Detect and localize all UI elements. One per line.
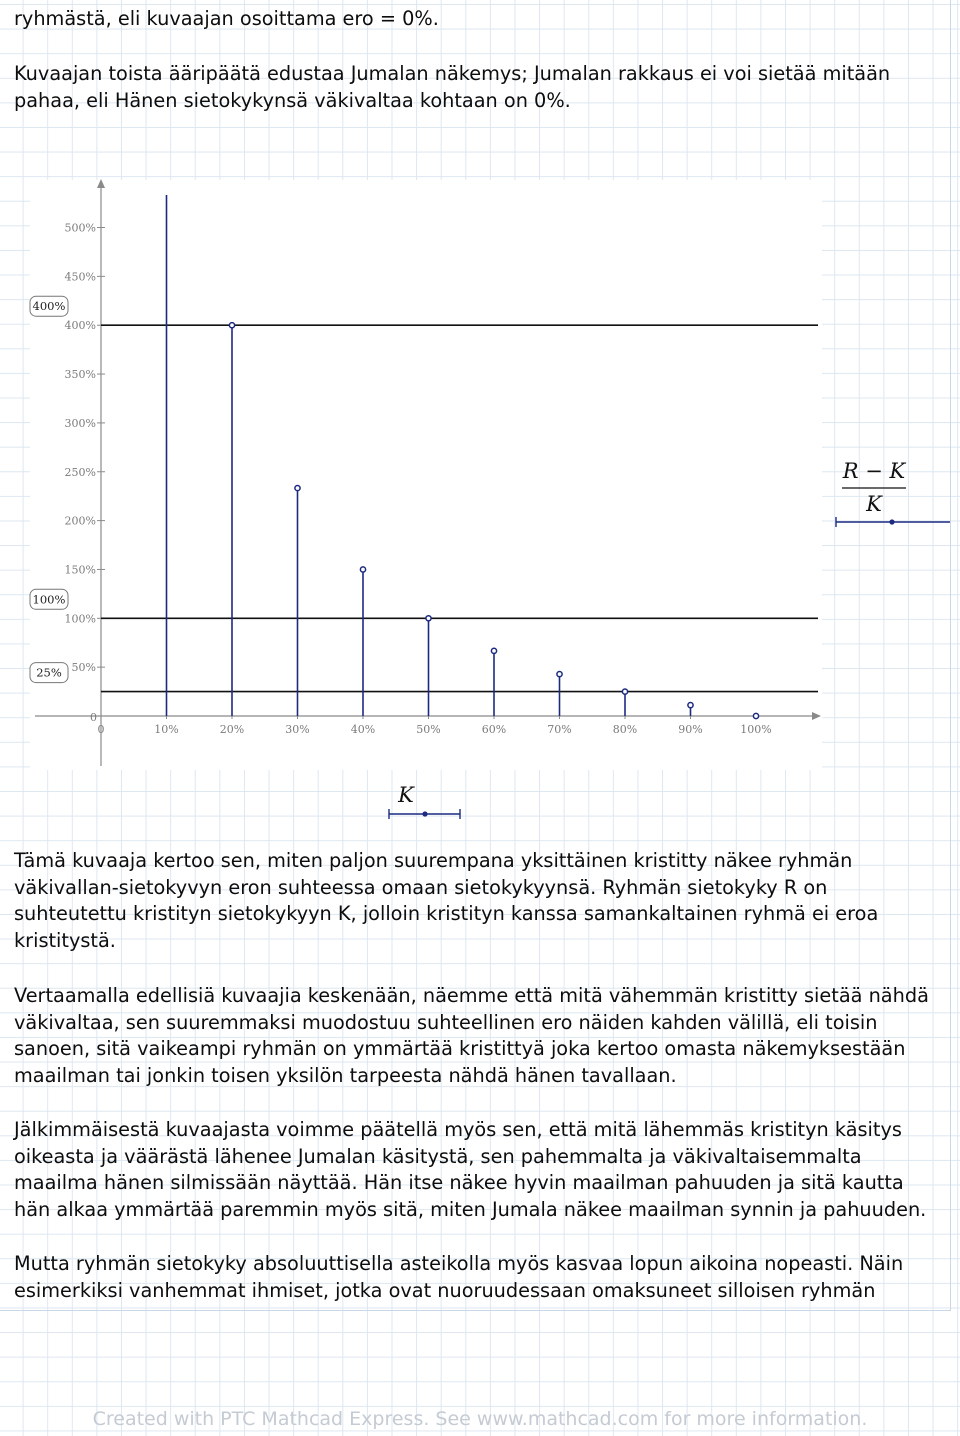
x-tick-label: 50% — [416, 723, 441, 736]
data-point — [229, 323, 234, 328]
y-axis-label-numerator: R − K — [842, 459, 906, 483]
x-tick-label: 20% — [219, 723, 245, 736]
paragraph-end-times: Mutta ryhmän sietokyky absoluuttisella asteikolla myös kasvaa lopun aikoina nopeasti. Näin esimerkiksi vanhemmat ihmiset, jotka ovat nuoruudessaan omaksuneet silloisen ryhmän — [14, 1252, 904, 1302]
x-tick-label: 40% — [350, 723, 376, 736]
y-axis-label-denominator: K — [866, 492, 882, 516]
y-tick-label: 0 — [90, 711, 97, 724]
marker-tag-label: 25% — [36, 665, 62, 680]
mathcad-footer: Created with PTC Mathcad Express. See www.mathcad.com for more information. — [92, 1408, 868, 1430]
y-tick-label: 450% — [64, 270, 96, 284]
x-tick-label: 60% — [481, 723, 507, 736]
data-point — [426, 616, 431, 621]
y-tick-label: 250% — [64, 465, 96, 479]
y-tick-label: 200% — [64, 514, 96, 528]
x-tick-label: 100% — [740, 723, 772, 736]
marker-tag-label: 100% — [32, 592, 66, 607]
paragraph-conclusion: Jälkimmäisestä kuvaajasta voimme päätellä myös sen, että mitä lähemmäs kristityn käsitys oikeasta ja väärästä lähenee Jumalan käsitystä, sen pahemmalta ja väkivaltaisemmalta maailma hänen silmissään näyttää. Hän itse näkee hyvin maailman pahuuden ja sitä kautta hän alkaa ymmärtää paremmin myös sitä, miten Jumala näkee maailman synnin ja pahuuden. — [14, 1118, 927, 1221]
x-tick-label: 70% — [547, 723, 572, 736]
y-tick-label: 100% — [64, 612, 96, 626]
x-tick-label: 10% — [154, 723, 179, 736]
data-point — [622, 689, 627, 694]
data-point — [491, 648, 496, 653]
x-tick-label: 90% — [678, 723, 703, 736]
paragraph-comparison: Vertaamalla edellisiä kuvaajia keskenään, näemme että mitä vähemmän kristitty sietää nähdä väkivaltaa, sen suuremmaksi muodostuu suhteellinen ero näiden kahden välillä, eli toisin sanoen, sitä vaikeampi ryhmän on ymmärtää kristittyä joka kertoo omasta näkemyksestään maailman tai jonkin toisen yksilön tarpeesta nähdä hänen tavallaan. — [14, 984, 929, 1087]
paragraph-god-view: Kuvaajan toista ääripäätä edustaa Jumalan näkemys; Jumalan rakkaus ei voi sietää mitään pahaa, eli Hänen sietokykynsä väkivaltaa kohtaan on 0%. — [14, 62, 891, 112]
data-point — [360, 567, 365, 572]
x-label-anchor-dot — [422, 811, 427, 816]
marker-tag-label: 400% — [32, 299, 66, 314]
x-tick-label: 0 — [97, 723, 105, 736]
y-tick-label: 400% — [64, 319, 96, 333]
y-tick-label: 50% — [71, 661, 96, 675]
data-point — [295, 485, 300, 490]
data-point — [688, 703, 693, 708]
paragraph-intro-end: ryhmästä, eli kuvaajan osoittama ero = 0%. — [14, 7, 439, 30]
y-tick-label: 300% — [64, 416, 96, 430]
data-point — [753, 713, 758, 718]
x-axis-arrow — [812, 712, 821, 720]
x-axis-label: K — [398, 783, 414, 807]
y-tick-label: 500% — [64, 221, 96, 235]
y-axis-arrow — [97, 179, 105, 188]
x-tick-label: 80% — [612, 723, 638, 736]
paragraph-chart-explanation: Tämä kuvaaja kertoo sen, miten paljon suurempana yksittäinen kristitty näkee ryhmän väkivallan-sietokyvyn eron suhteessa omaan sietokykyynsä. Ryhmän sietokyky R on suhteutettu kristityn sietokykyyn K, jolloin kristityn kanssa samankaltainen ryhmä ei eroa kristitystä. — [14, 849, 879, 952]
y-tick-label: 350% — [64, 368, 96, 382]
y-label-anchor-dot — [889, 519, 894, 524]
x-tick-label: 30% — [285, 723, 310, 736]
data-point — [557, 671, 562, 676]
y-tick-label: 150% — [64, 563, 96, 577]
